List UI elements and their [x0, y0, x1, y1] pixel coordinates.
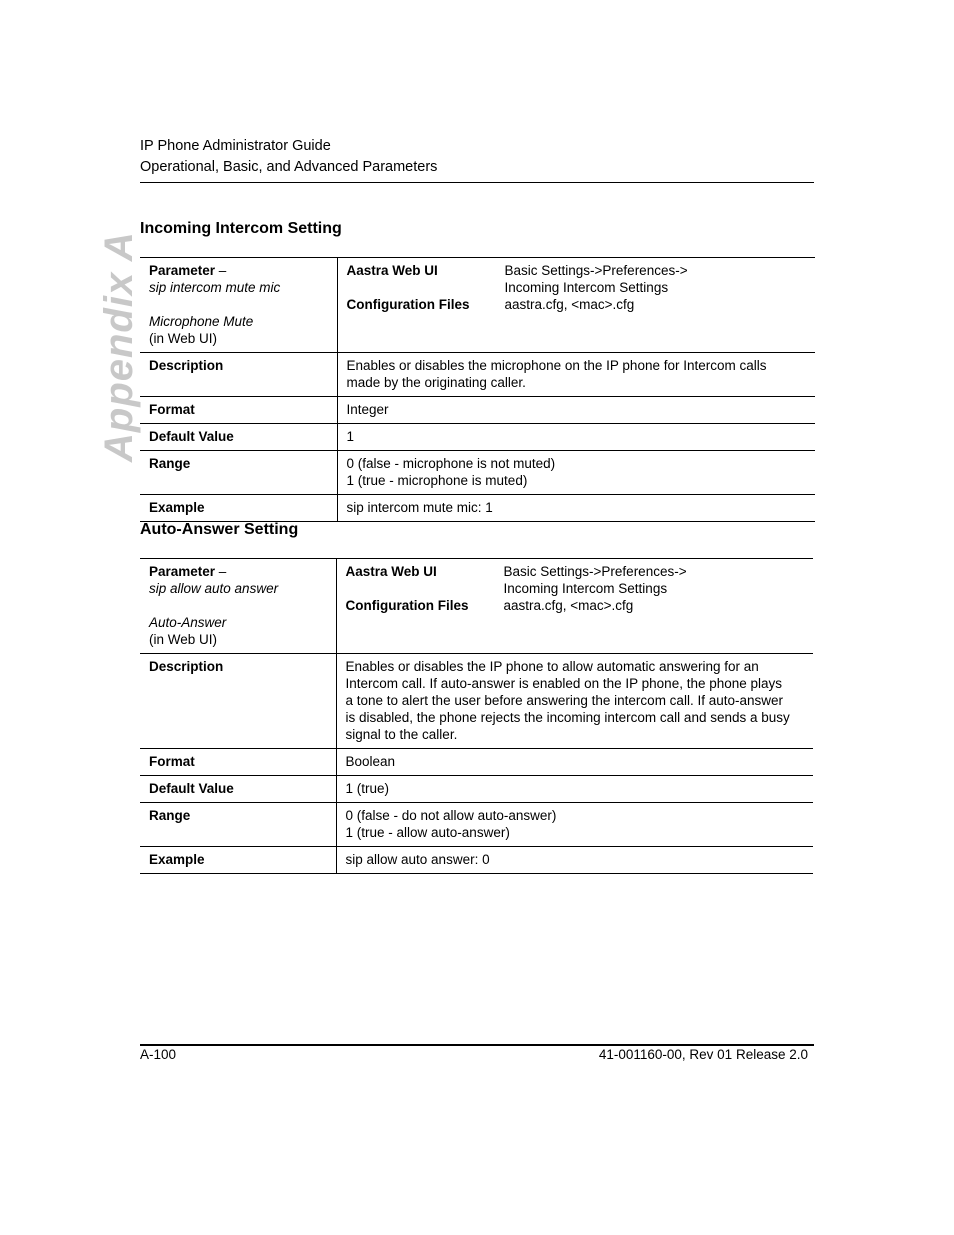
row-value	[336, 654, 813, 749]
page-header	[140, 136, 814, 178]
row-value-line: signal to the caller.	[345, 727, 458, 742]
webui-suffix: (in Web UI)	[149, 331, 218, 346]
webui-name: Microphone Mute	[149, 314, 254, 329]
row-value: Integer	[337, 397, 815, 424]
parameter-name: sip intercom mute mic	[149, 280, 281, 295]
location-cell	[337, 258, 815, 353]
row-label: Format	[140, 397, 337, 424]
table-row-format	[140, 397, 815, 424]
header-title: IP Phone Administrator Guide	[140, 138, 331, 154]
row-value-line: 0 (false - microphone is not muted)	[346, 456, 556, 471]
row-label: Description	[140, 654, 336, 749]
row-value	[336, 803, 813, 847]
row-value-line: is disabled, the phone rejects the incoming intercom call and sends a busy	[345, 710, 790, 725]
location-cell	[336, 559, 813, 654]
header-divider	[140, 182, 814, 183]
parameter-dash: –	[215, 263, 227, 278]
table-row-format	[140, 749, 813, 776]
row-label: Range	[140, 451, 337, 495]
config-files-value: aastra.cfg, <mac>.cfg	[504, 297, 635, 312]
row-label: Example	[140, 495, 337, 522]
row-value: Boolean	[336, 749, 813, 776]
webui-suffix: (in Web UI)	[149, 632, 218, 647]
parameter-cell	[140, 258, 337, 353]
parameter-cell	[140, 559, 336, 654]
row-value: 1 (true)	[336, 776, 813, 803]
table-row-parameter	[140, 258, 815, 353]
row-value: sip intercom mute mic: 1	[337, 495, 815, 522]
table-row-description	[140, 353, 815, 397]
parameter-label: Parameter	[149, 263, 216, 278]
table-row-description	[140, 654, 813, 749]
row-value: 1	[337, 424, 815, 451]
row-label: Format	[140, 749, 336, 776]
row-value-line: Enables or disables the microphone on the IP phone for Intercom calls	[346, 358, 767, 373]
table-row-example	[140, 495, 815, 522]
row-label: Range	[140, 803, 336, 847]
parameter-dash: –	[215, 564, 227, 579]
page-number: A-100	[140, 1047, 177, 1062]
row-value-line: 1 (true - allow auto-answer)	[345, 825, 510, 840]
aastra-web-ui-path-1: Basic Settings->Preferences->	[504, 263, 688, 278]
parameter-label: Parameter	[149, 564, 216, 579]
row-value-line: Intercom call. If auto-answer is enabled on the IP phone, the phone plays	[345, 676, 783, 691]
table-row-default-value	[140, 776, 813, 803]
row-value-line: Enables or disables the IP phone to allow automatic answering for an	[345, 659, 759, 674]
aastra-web-ui-path-2: Incoming Intercom Settings	[503, 581, 668, 596]
row-label: Description	[140, 353, 337, 397]
row-value-line: 1 (true - microphone is muted)	[346, 473, 528, 488]
parameter-table-intercom	[140, 257, 815, 522]
row-label: Example	[140, 847, 336, 874]
row-value	[337, 353, 815, 397]
row-value-line: made by the originating caller.	[346, 375, 526, 390]
config-files-label: Configuration Files	[346, 297, 470, 312]
aastra-web-ui-label: Aastra Web UI	[345, 564, 437, 579]
aastra-web-ui-path-1: Basic Settings->Preferences->	[503, 564, 687, 579]
aastra-web-ui-path-2: Incoming Intercom Settings	[504, 280, 669, 295]
webui-name: Auto-Answer	[149, 615, 227, 630]
table-row-default-value	[140, 424, 815, 451]
row-value-line: a tone to alert the user before answering the intercom call. If auto-answer	[345, 693, 783, 708]
row-value	[337, 451, 815, 495]
table-row-range	[140, 803, 813, 847]
config-files-value: aastra.cfg, <mac>.cfg	[503, 598, 634, 613]
section-title-auto-answer: Auto-Answer Setting	[140, 521, 299, 538]
document-id: 41-001160-00, Rev 01 Release 2.0	[598, 1047, 808, 1062]
row-value-line: 0 (false - do not allow auto-answer)	[345, 808, 557, 823]
header-subtitle: Operational, Basic, and Advanced Parameters	[140, 159, 438, 175]
table-row-range	[140, 451, 815, 495]
aastra-web-ui-label: Aastra Web UI	[346, 263, 438, 278]
appendix-side-tab: Appendix A	[97, 231, 141, 462]
row-value: sip allow auto answer: 0	[336, 847, 813, 874]
parameter-table-auto-answer	[140, 558, 813, 874]
parameter-name: sip allow auto answer	[149, 581, 279, 596]
row-label: Default Value	[140, 776, 336, 803]
row-label: Default Value	[140, 424, 337, 451]
config-files-label: Configuration Files	[345, 598, 469, 613]
table-row-parameter	[140, 559, 813, 654]
footer-divider	[140, 1044, 814, 1046]
table-row-example	[140, 847, 813, 874]
section-title-incoming-intercom: Incoming Intercom Setting	[140, 220, 342, 237]
